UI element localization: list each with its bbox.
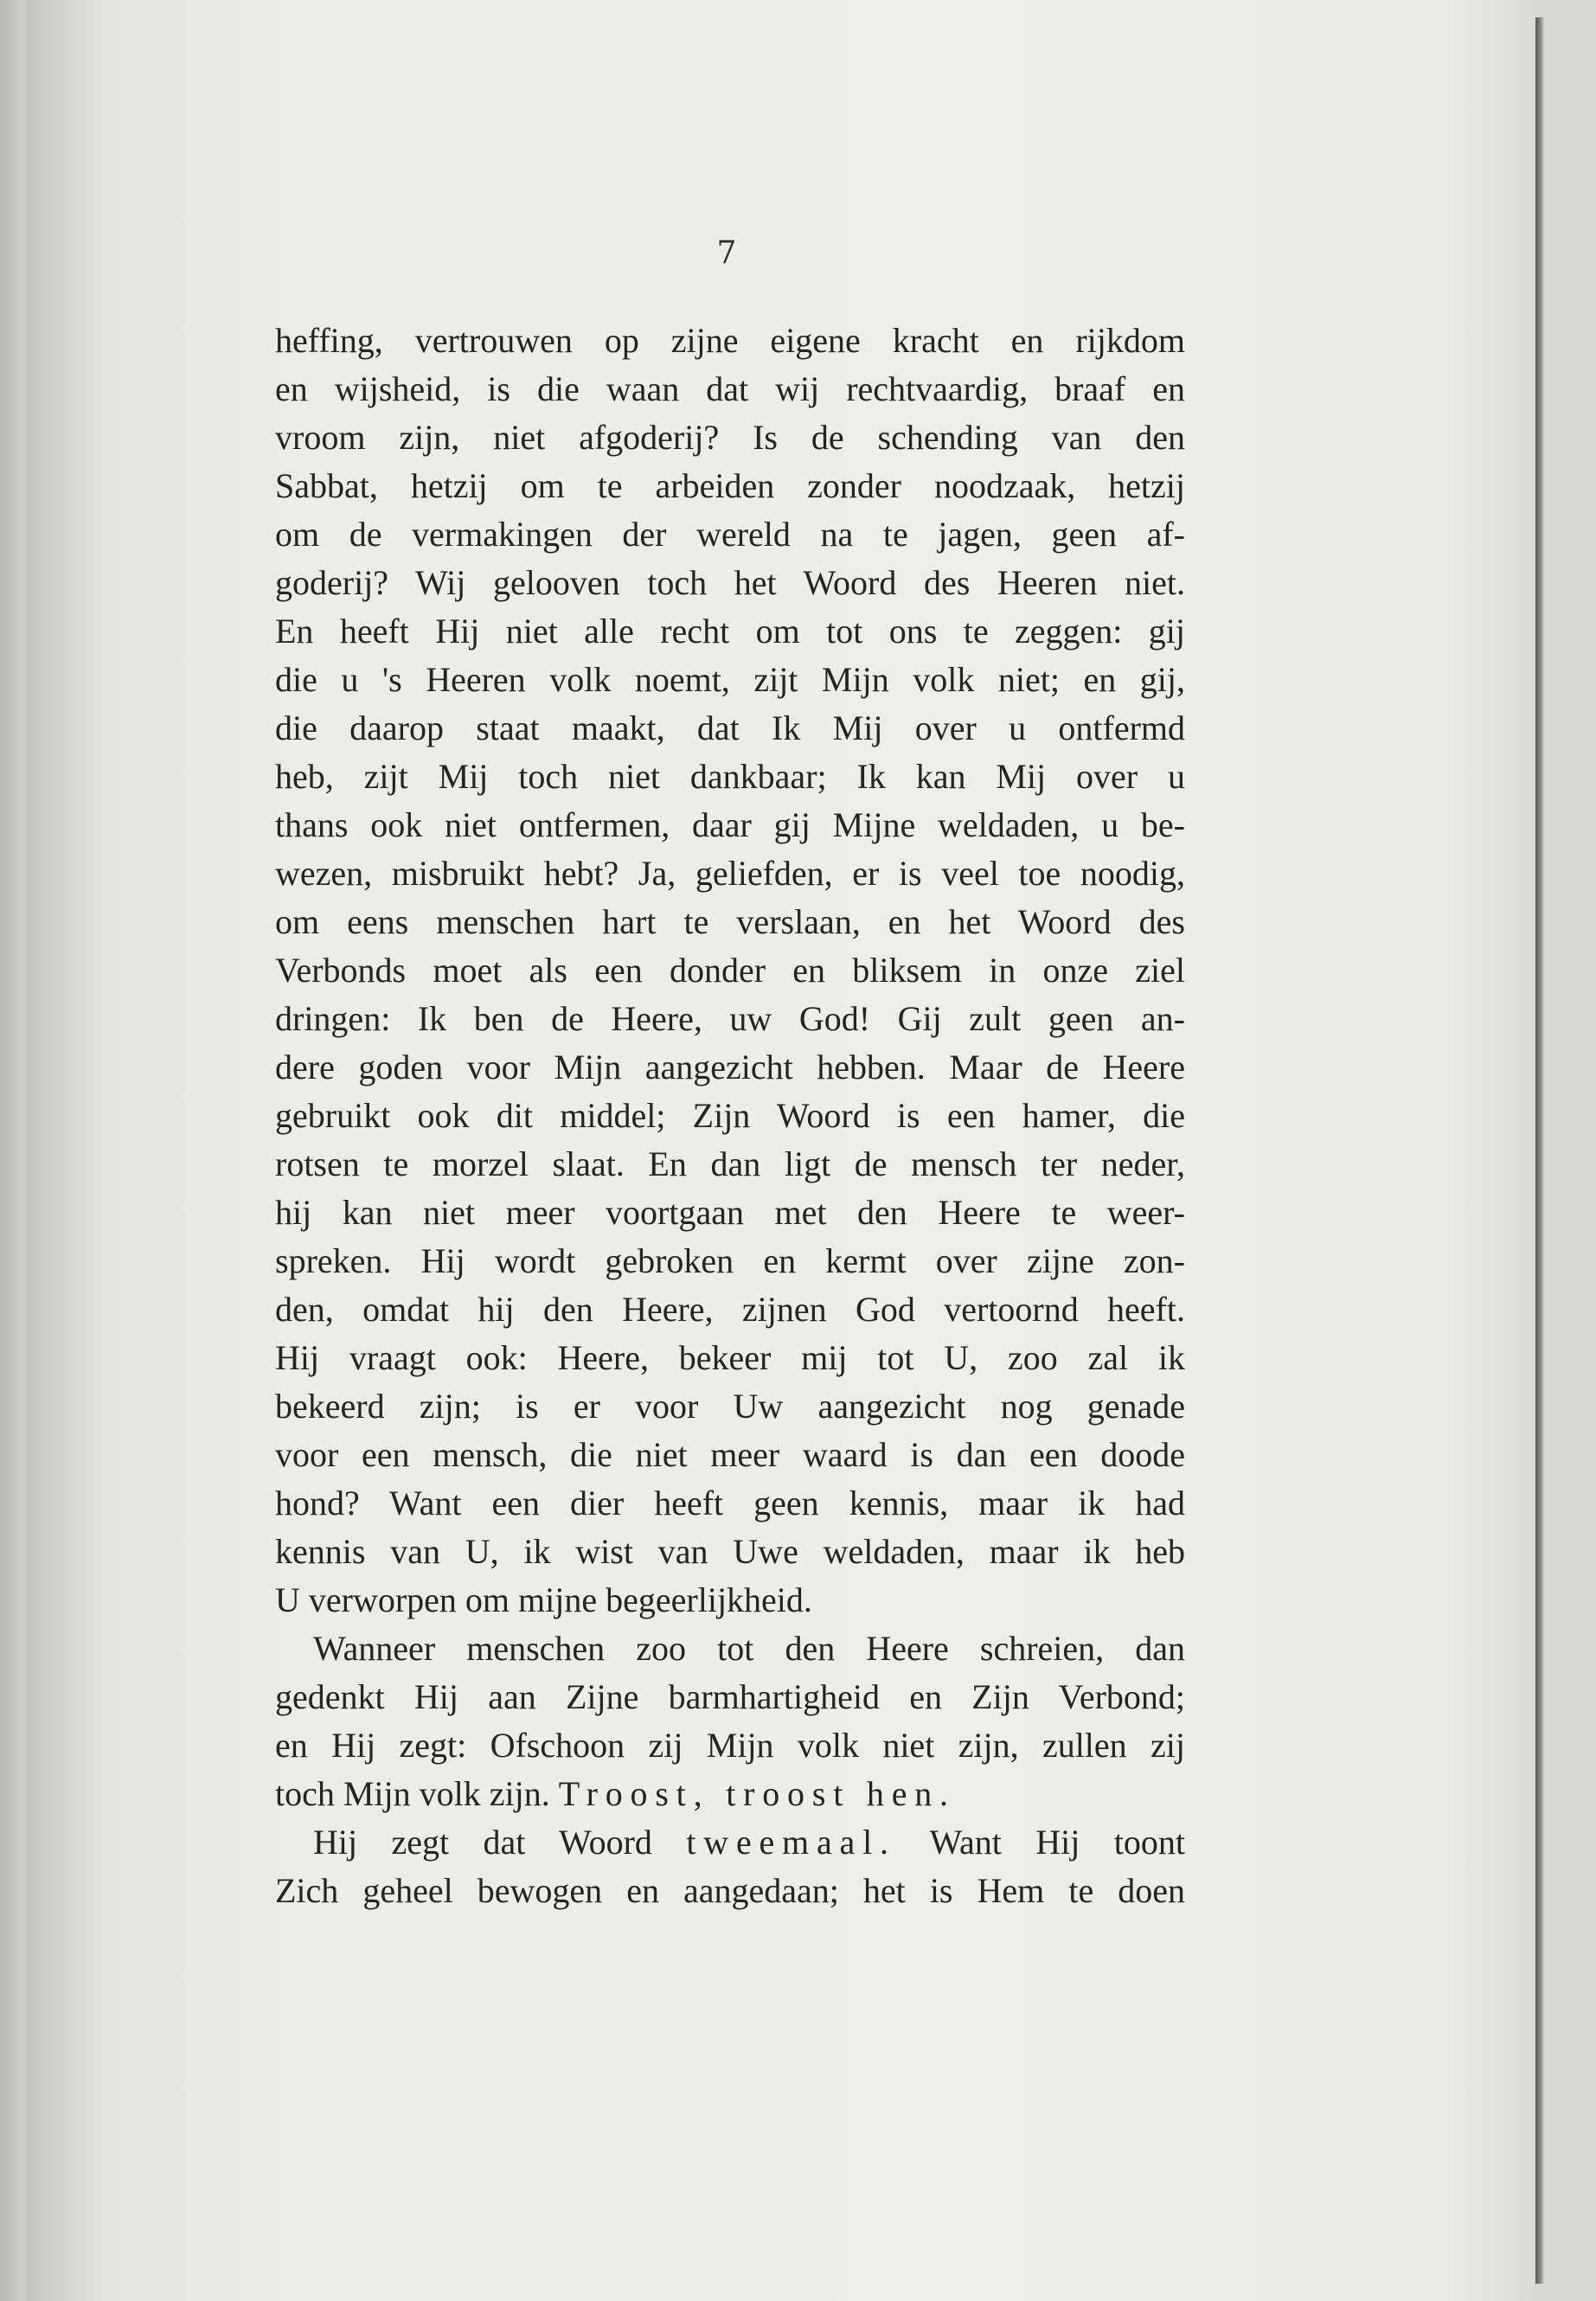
text-line <box>275 1770 1185 1818</box>
paragraph-2 <box>275 1625 1185 1818</box>
text-line: dringen: Ik ben de Heere, uw God! Gij zult geen an- <box>275 999 1185 1038</box>
text-line: rotsen te morzel slaat. En dan ligt de mensch ter neder, <box>275 1144 1185 1183</box>
text-line: dere goden voor Mijn aangezicht hebben. Maar de Heere <box>275 1048 1185 1086</box>
text-line: kennis van U, ik wist van Uwe weldaden, maar ik heb <box>275 1532 1185 1571</box>
text-line: en Hij zegt: Ofschoon zij Mijn volk niet zijn, zullen zij <box>275 1726 1185 1765</box>
text-line: vroom zijn, niet afgoderij? Is de schending van den <box>275 418 1185 457</box>
text-line: voor een mensch, die niet meer waard is dan een doode <box>275 1435 1185 1474</box>
text-line: hij kan niet meer voortgaan met den Heere te weer- <box>275 1193 1185 1232</box>
text-line: Sabbat, hetzij om te arbeiden zonder noodzaak, hetzij <box>275 466 1185 505</box>
text-line: Wanneer menschen zoo tot den Heere schreien, dan <box>313 1629 1185 1668</box>
text-line: U verworpen om mijne begeerlijkheid. <box>275 1580 812 1619</box>
text-line: spreken. Hij wordt gebroken en kermt over zijne zon- <box>275 1241 1185 1280</box>
text-line: die daarop staat maakt, dat Ik Mij over u ontfermd <box>275 708 1185 747</box>
opening-text-end: Want Hij toont <box>929 1823 1186 1862</box>
text-line: om de vermakingen der wereld na te jagen, geen af- <box>275 515 1185 554</box>
paragraph-1 <box>275 317 1185 1625</box>
right-scan-margin <box>1544 0 1596 2301</box>
text-line: gebruikt ook dit middel; Zijn Woord is een hamer, die <box>275 1096 1185 1135</box>
text-line: Hij vraagt ook: Heere, bekeer mij tot U, zoo zal ik <box>275 1338 1185 1377</box>
text-line <box>275 1818 1185 1867</box>
text-line: gedenkt Hij aan Zijne barmhartigheid en Zijn Verbond; <box>275 1677 1185 1716</box>
paragraph-3 <box>275 1818 1185 1915</box>
closing-text: toch Mijn volk zijn. <box>275 1774 550 1813</box>
body-text <box>275 317 1185 1915</box>
text-line: den, omdat hij den Heere, zijnen God vertoornd heeft. <box>275 1290 1185 1329</box>
text-line: Zich geheel bewogen en aangedaan; het is Hem te doen <box>275 1871 1185 1910</box>
text-line: en wijsheid, is die waan dat wij rechtvaardig, braaf en <box>275 369 1185 408</box>
text-line: heb, zijt Mij toch niet dankbaar; Ik kan Mij over u <box>275 757 1185 796</box>
text-line: hond? Want een dier heeft geen kennis, maar ik had <box>275 1484 1185 1522</box>
text-line: heffing, vertrouwen op zijne eigene kracht en rijkdom <box>275 321 1185 360</box>
text-line: om eens menschen hart te verslaan, en het Woord des <box>275 902 1185 941</box>
text-line: thans ook niet ontfermen, daar gij Mijne weldaden, u be- <box>275 805 1185 844</box>
text-line: goderij? Wij gelooven toch het Woord des Heeren niet. <box>275 563 1185 602</box>
text-line: En heeft Hij niet alle recht om tot ons te zeggen: gij <box>275 612 1185 651</box>
text-line: die u 's Heeren volk noemt, zijt Mijn volk niet; en gij, <box>275 660 1185 699</box>
spaced-emphasis: Troost, troost hen. <box>558 1774 956 1813</box>
text-line: wezen, misbruikt hebt? Ja, geliefden, er is veel toe noodig, <box>275 854 1185 893</box>
text-line: bekeerd zijn; is er voor Uw aangezicht nog genade <box>275 1387 1185 1426</box>
page-number: 7 <box>716 235 737 271</box>
left-binding-shadow <box>0 0 26 2301</box>
spaced-emphasis: tweemaal. <box>686 1823 896 1862</box>
opening-text: Hij zegt dat Woord <box>313 1823 652 1862</box>
right-page-edge <box>1535 17 1544 2284</box>
text-line: Verbonds moet als een donder en bliksem in onze ziel <box>275 951 1185 990</box>
